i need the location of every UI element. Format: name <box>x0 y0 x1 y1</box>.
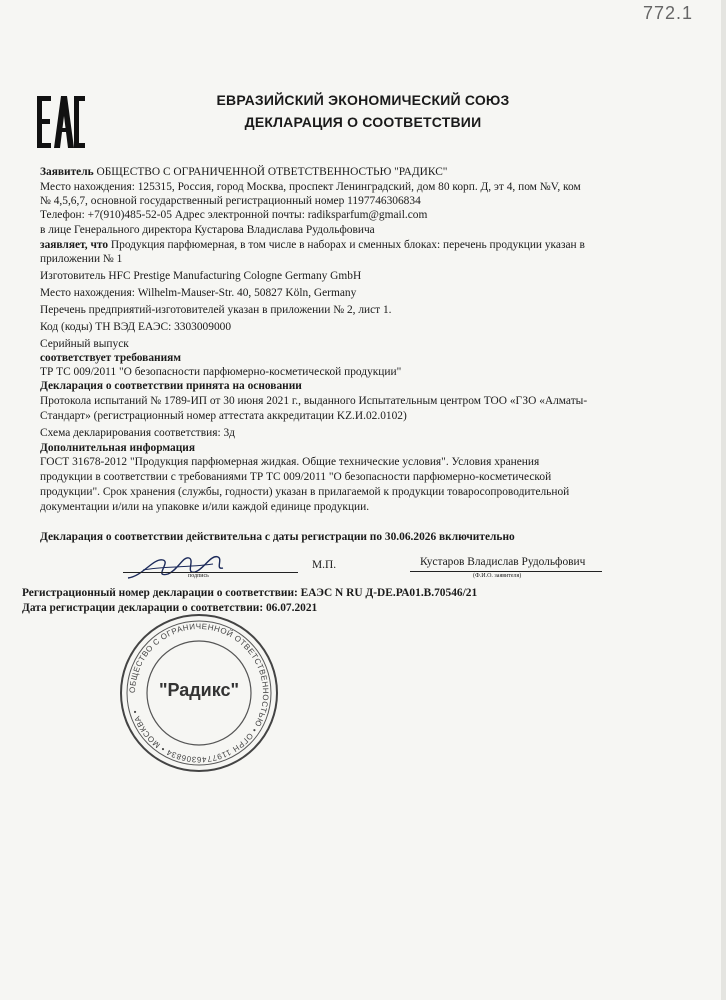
handwritten-signature <box>123 548 233 588</box>
address-line-2: № 4,5,6,7, основной государственный регистрационный номер 1197746306834 <box>40 195 421 207</box>
validity-statement: Декларация о соответствии действительна с даты регистрации по 30.06.2026 включительно <box>40 531 515 543</box>
page-number: 772.1 <box>643 3 694 23</box>
page-edge <box>721 0 726 1000</box>
union-title: ЕВРАЗИЙСКИЙ ЭКОНОМИЧЕСКИЙ СОЮЗ <box>216 92 510 108</box>
signature-caption: подпись <box>188 573 209 579</box>
seal-name: "Радикс" <box>158 680 240 700</box>
tr-ts-line: ТР ТС 009/2011 "О безопасности парфюмерно-косметической продукции" <box>40 366 402 378</box>
extra-line-1: ГОСТ 31678-2012 "Продукция парфюмерная жидкая. Общие технические условия". Условия хранения <box>40 456 540 468</box>
manufacturer-line: Изготовитель HFC Prestige Manufacturing Cologne Germany GmbH <box>40 270 362 282</box>
complies-label: соответствует требованиям <box>40 352 182 364</box>
manufacturers-list: Перечень предприятий-изготовителей указан в приложении № 2, лист 1. <box>40 304 392 316</box>
applicant-label: Заявитель <box>40 166 94 178</box>
serial-line: Серийный выпуск <box>40 338 129 350</box>
stamp-place-label: М.П. <box>312 559 337 571</box>
document-title: ДЕКЛАРАЦИЯ О СООТВЕТСТВИИ <box>244 114 482 130</box>
manufacturer-address: Место нахождения: Wilhelm-Mauser-Str. 40, 50827 Köln, Germany <box>40 287 357 299</box>
extra-line-2: продукции в соответствии с требованиями ТР ТС 009/2011 "О безопасности парфюмерно-косметической <box>40 471 552 483</box>
name-caption: (Ф.И.О. заявителя) <box>473 573 522 579</box>
extra-label: Дополнительная информация <box>40 442 196 454</box>
basis-label: Декларация о соответствии принята на основании <box>40 380 302 392</box>
seal-ring-text: ОБЩЕСТВО С ОГРАНИЧЕННОЙ ОТВЕТСТВЕННОСТЬЮ • ОГРН 1197746306834 • МОСКВА • <box>127 621 271 765</box>
address-line-1: Место нахождения: 125315, Россия, город Москва, проспект Ленинградский, дом 80 корп. Д, эт 4, пом №V, ком <box>40 181 581 193</box>
extra-line-4: документации и/или на упаковке и/или каждой единице продукции. <box>40 501 370 513</box>
declares-line-2: приложении № 1 <box>40 253 123 265</box>
declares-line <box>40 238 585 252</box>
declares-value: Продукция парфюмерная, в том числе в наборах и сменных блоках: перечень продукции указан в <box>108 239 585 251</box>
basis-line-2: Стандарт» (регистрационный номер аттестата аккредитации KZ.И.02.0102) <box>40 410 407 422</box>
signature-line <box>123 572 298 573</box>
phone-line: Телефон: +7(910)485-52-05 Адрес электронной почты: radiksparfum@gmail.com <box>40 209 428 221</box>
director-line: в лице Генерального директора Кустарова Владислава Рудольфовича <box>40 224 375 236</box>
extra-line-3: продукции". Срок хранения (службы, годности) указан в прилагаемой к продукции товаросопроводительной <box>40 486 570 498</box>
eac-mark-icon <box>37 96 85 148</box>
declares-label: заявляет, что <box>40 239 109 251</box>
applicant-value: ОБЩЕСТВО С ОГРАНИЧЕННОЙ ОТВЕТСТВЕННОСТЬЮ "РАДИКС" <box>93 166 448 178</box>
applicant-line <box>40 165 447 179</box>
tnved-code: Код (коды) ТН ВЭД ЕАЭС: 3303009000 <box>40 321 232 333</box>
applicant-name: Кустаров Владислав Рудольфович <box>420 556 586 568</box>
name-line <box>410 571 602 572</box>
basis-line-1: Протокола испытаний № 1789-ИП от 30 июня 2021 г., выданного Испытательным центром ТОО «ГЗО «Алматы- <box>40 395 588 407</box>
registration-number: Регистрационный номер декларации о соответствии: ЕАЭС N RU Д-DE.РА01.В.70546/21 <box>22 587 478 599</box>
registration-date: Дата регистрации декларации о соответствии: 06.07.2021 <box>22 602 318 614</box>
scheme-line: Схема декларирования соответствия: 3д <box>40 427 235 439</box>
